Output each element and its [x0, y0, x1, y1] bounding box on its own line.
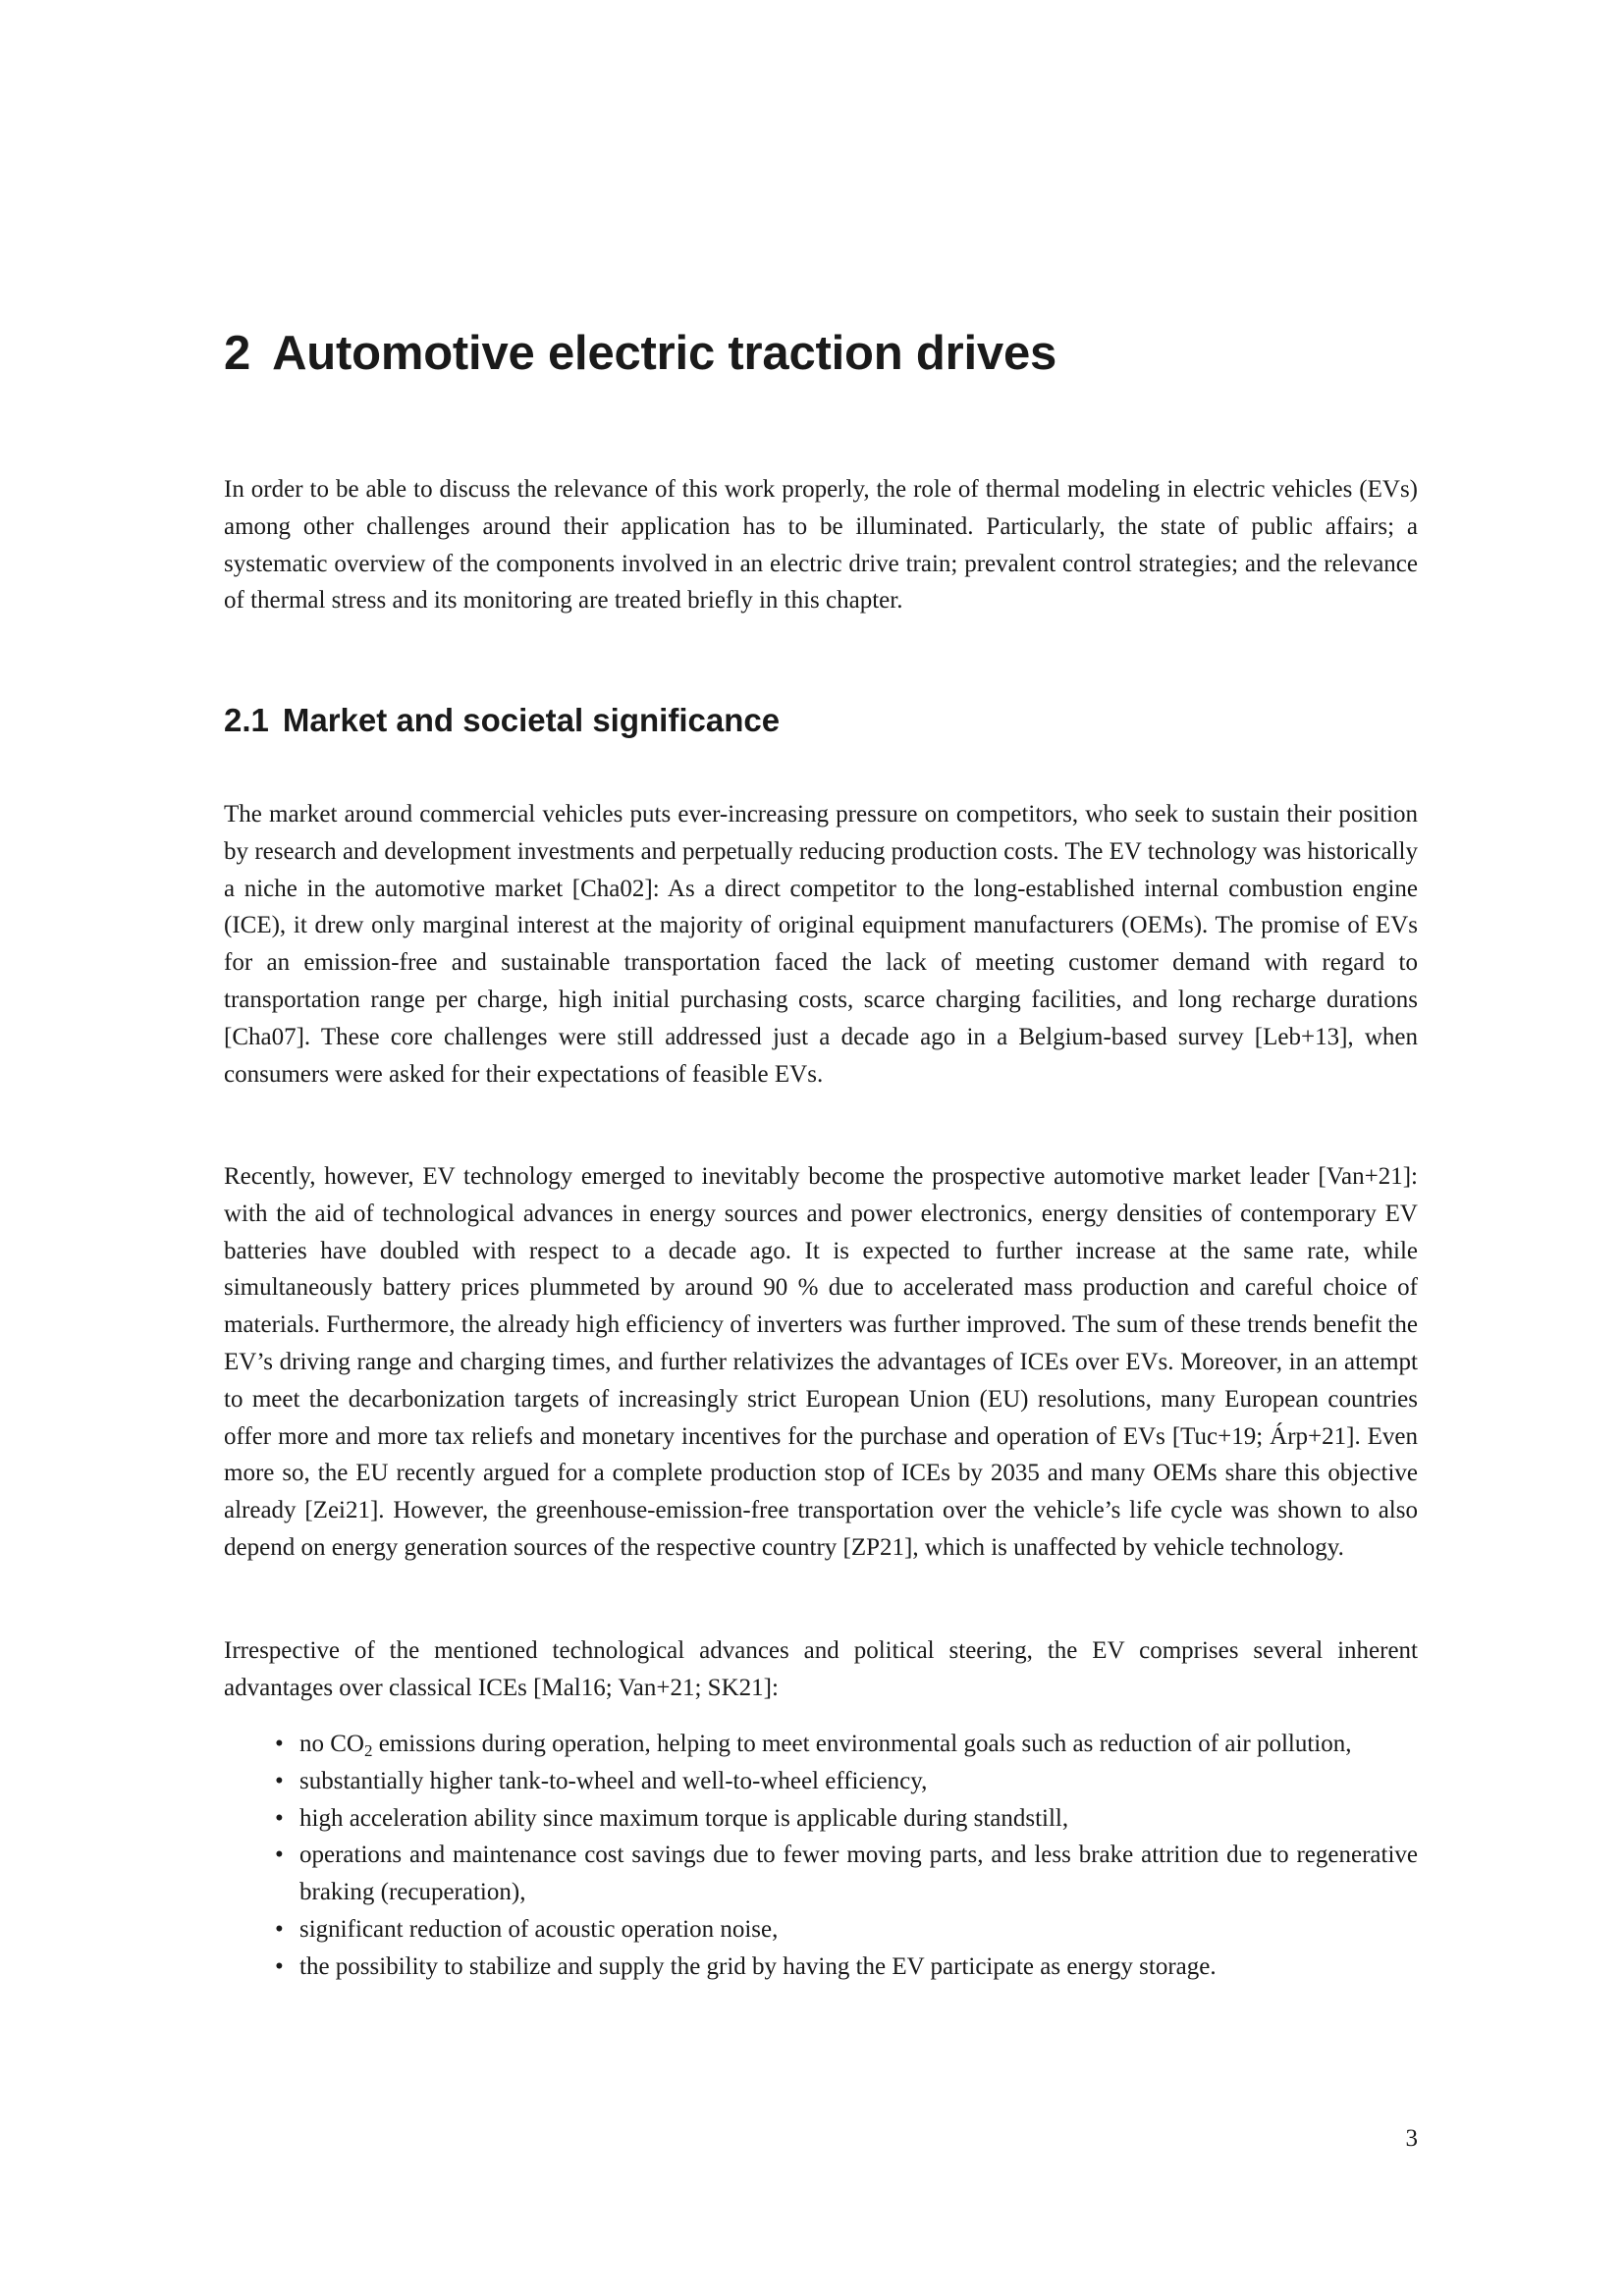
list-item — [224, 1911, 1418, 1949]
list-item — [224, 1800, 1418, 1838]
intro-paragraph: In order to be able to discuss the relevance of this work properly, the role of thermal modeling in electric vehicles (EVs) among other challenges around their application has to be illuminated. Particularly, the state of public affairs; a systematic overview of the components involved in an electric drive train; prevalent control strategies; and the relevance of thermal stress and its monitoring are treated briefly in this chapter. — [224, 476, 1418, 614]
advantages-list — [224, 1726, 1418, 1986]
list-item — [224, 1726, 1418, 1763]
list-item-text: no CO — [299, 1731, 364, 1757]
bullet-marker: • — [275, 1767, 284, 1794]
bullet-marker: • — [275, 1804, 284, 1832]
chapter-title — [224, 324, 1056, 383]
list-item — [224, 1949, 1418, 1986]
section-title — [224, 699, 780, 742]
list-item — [224, 1837, 1418, 1911]
section-title-text: Market and societal significance — [282, 702, 781, 738]
section-number: 2.1 — [224, 702, 269, 738]
list-item-text: substantially higher tank-to-wheel and well-to-wheel efficiency, — [299, 1767, 928, 1794]
bullet-marker: • — [275, 1842, 284, 1869]
list-item-text: emissions during operation, helping to meet environmental goals such as reduction of air pollution, — [372, 1731, 1352, 1757]
chapter-number: 2 — [224, 327, 251, 380]
list-item-text: operations and maintenance cost savings due to fewer moving parts, and less brake attrition due to regenerative braking (recuperation), — [299, 1842, 1418, 1906]
chapter-title-text: Automotive electric traction drives — [272, 327, 1057, 380]
page-number: 3 — [1405, 2125, 1418, 2152]
bullet-marker: • — [275, 1952, 284, 1980]
bullet-marker: • — [275, 1915, 284, 1943]
subscript-2: 2 — [363, 1741, 373, 1760]
list-item-text: high acceleration ability since maximum torque is applicable during standstill, — [299, 1804, 1069, 1832]
bullet-marker: • — [275, 1731, 284, 1757]
list-item-text: the possibility to stabilize and supply the grid by having the EV participate as energy storage. — [299, 1952, 1217, 1980]
list-item — [224, 1763, 1418, 1800]
body-paragraph-1: The market around commercial vehicles puts ever-increasing pressure on competitors, who seek to sustain their position by research and development investments and perpetually reducing production costs. The EV technology was historically a niche in the automotive market [Cha02]: As a direct competitor to the long-established internal combustion engine (ICE), it drew only marginal interest at the majority of original equipment manufacturers (OEMs). The promise of EVs for an emission-free and sustainable transportation faced the lack of meeting customer demand with regard to transportation range per charge, high initial purchasing costs, scarce charging facilities, and long recharge durations [Cha07]. These core challenges were still addressed just a decade ago in a Belgium-based survey [Leb+13], when consumers were asked for their expectations of feasible EVs. — [224, 801, 1418, 1088]
list-item-text: significant reduction of acoustic operation noise, — [299, 1915, 779, 1943]
body-paragraph-3: Irrespective of the mentioned technological advances and political steering, the EV comprises several inherent advantages over classical ICEs [Mal16; Van+21; SK21]: — [224, 1637, 1418, 1701]
body-paragraph-2: Recently, however, EV technology emerged to inevitably become the prospective automotive market leader [Van+21]: with the aid of technological advances in energy sources and power electronics, energy densities of contemporary EV batteries have doubled with respect to a decade ago. It is expected to further increase at the same rate, while simultaneously battery prices plummeted by around 90 % due to accelerated mass production and careful choice of materials. Furthermore, the already high efficiency of inverters was further improved. The sum of these trends benefit the EV’s driving range and charging times, and further relativizes the advantages of ICEs over EVs. Moreover, in an attempt to meet the decarbonization targets of increasingly strict European Union (EU) resolutions, many European countries offer more and more tax reliefs and monetary incentives for the purchase and operation of EVs [Tuc+19; Árp+21]. Even more so, the EU recently argued for a complete production stop of ICEs by 2035 and many OEMs share this objective already [Zei21]. However, the greenhouse-emission-free transportation over the vehicle’s life cycle was shown to also depend on energy generation sources of the respective country [ZP21], which is unaffected by vehicle technology. — [224, 1163, 1418, 1561]
